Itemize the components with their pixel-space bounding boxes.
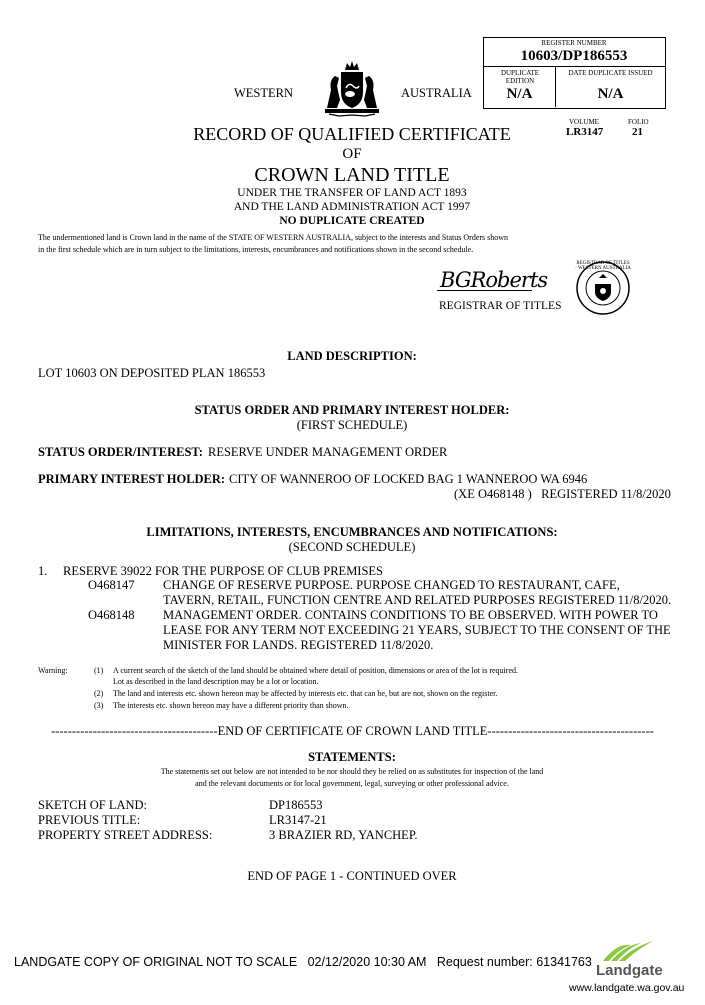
volume-value: LR3147 [566,126,604,138]
status-order-label: STATUS ORDER/INTEREST: [38,445,203,459]
seal-text: REGISTRAR OF TITLES · WESTERN AUSTRALIA [575,261,631,271]
folio-value: 21 [632,126,643,138]
registrar-label: REGISTRAR OF TITLES [439,300,562,312]
primary-holder-value: CITY OF WANNEROO OF LOCKED BAG 1 WANNEROO WA 6946 [229,472,588,486]
footer-copy-text: LANDGATE COPY OF ORIGINAL NOT TO SCALE 02/12/2020 10:30 AM Request number: 61341763 [14,955,592,969]
act-line2: AND THE LAND ADMINISTRATION ACT 1997 [233,201,471,213]
entry-code: O468148 [88,608,135,622]
warning-num: (1) [94,666,104,675]
entry-line: TAVERN, RETAIL, FUNCTION CENTRE AND RELATED PURPOSES REGISTERED 11/8/2020. [163,593,672,607]
state-right: AUSTRALIA [401,86,472,100]
statement-value: LR3147-21 [269,813,327,827]
land-description-text: LOT 10603 ON DEPOSITED PLAN 186553 [38,366,266,380]
statements-line2: and the relevant documents or for local government, legal, surveying or other professional advice. [195,779,509,788]
no-duplicate-notice: NO DUPLICATE CREATED [279,215,425,227]
date-duplicate-label: DATE DUPLICATE ISSUED [568,69,653,77]
entry-line: MANAGEMENT ORDER. CONTAINS CONDITIONS TO BE OBSERVED. WITH POWER TO [163,608,658,622]
landgate-brand: Landgate [596,962,663,979]
statement-label: SKETCH OF LAND: [38,798,148,812]
primary-holder-registered: (XE O468148 ) REGISTERED 11/8/2020 [454,487,671,501]
warning-text: The interests etc. shown hereon may have a different priority than shown. [113,701,349,710]
registrar-signature: BGRoberts [440,268,548,292]
act-line1: UNDER THE TRANSFER OF LAND ACT 1893 [237,187,467,199]
entry-code: O468147 [88,578,135,592]
register-divider [483,66,665,67]
land-description-heading: LAND DESCRIPTION: [287,349,417,363]
entry-line: MINISTER FOR LANDS. REGISTERED 11/8/2020. [163,638,434,652]
second-schedule-heading: LIMITATIONS, INTERESTS, ENCUMBRANCES AND NOTIFICATIONS: [146,525,558,539]
statement-value: DP186553 [269,798,323,812]
coat-of-arms-icon [319,60,385,120]
register-number: 10603/DP186553 [520,48,628,64]
primary-holder-label: PRIMARY INTEREST HOLDER: [38,472,226,486]
warning-num: (3) [94,701,104,710]
statement-label: PREVIOUS TITLE: [38,813,141,827]
volume-label: VOLUME [569,118,599,126]
title-line3: CROWN LAND TITLE [254,164,450,186]
second-schedule-sub: (SECOND SCHEDULE) [288,540,416,554]
duplicate-edition-label: DUPLICATE EDITION [500,69,540,85]
intro-line2: in the first schedule which are in turn subject to the limitations, interests, encumbrances and notifications shown in the second schedule. [38,245,474,254]
landgate-logo-icon [601,937,657,963]
statement-value: 3 BRAZIER RD, YANCHEP. [269,828,418,842]
statements-line1: The statements set out below are not intended to be nor should they be relied on as substitutes for inspection of the land [160,767,544,776]
registrar-seal-icon [575,260,631,316]
end-of-page: END OF PAGE 1 - CONTINUED OVER [247,869,457,883]
landgate-url[interactable]: www.landgate.wa.gov.au [569,982,685,994]
item-number: 1. [38,564,48,578]
warning-text: A current search of the sketch of the land should be obtained where detail of position, dimensions or area of the lot is required. [113,666,518,675]
signature-underline [437,290,532,291]
first-schedule-heading: STATUS ORDER AND PRIMARY INTEREST HOLDER: [194,403,510,417]
status-order-value: RESERVE UNDER MANAGEMENT ORDER [208,445,448,459]
statements-heading: STATEMENTS: [308,750,396,764]
warning-num: (2) [94,689,104,698]
intro-line1: The undermentioned land is Crown land in the name of the STATE OF WESTERN AUSTRALIA, subject to the interests and Status Orders shown [38,233,509,242]
register-number-label: REGISTER NUMBER [541,39,607,47]
item-text: RESERVE 39022 FOR THE PURPOSE OF CLUB PREMISES [63,564,384,578]
warning-label: Warning: [38,666,68,675]
end-of-certificate: ----------------------------------------END OF CERTIFICATE OF CROWN LAND TITLE---------------------------------------- [51,724,654,738]
entry-line: CHANGE OF RESERVE PURPOSE. PURPOSE CHANGED TO RESTAURANT, CAFE, [163,578,620,592]
first-schedule-sub: (FIRST SCHEDULE) [296,418,408,432]
entry-line: LEASE FOR ANY TERM NOT EXCEEDING 21 YEARS, SUBJECT TO THE CONSENT OF THE [163,623,671,637]
title-line2: OF [342,146,362,162]
date-duplicate-value: N/A [597,86,624,102]
warning-text: Lot as described in the land description may be a lot or location. [113,677,319,686]
title-line1: RECORD OF QUALIFIED CERTIFICATE [193,124,511,144]
statement-label: PROPERTY STREET ADDRESS: [38,828,213,842]
warning-text: The land and interests etc. shown hereon may be affected by interests etc. that can be, but are not, shown on the register. [113,689,498,698]
folio-label: FOLIO [628,118,649,126]
duplicate-edition-value: N/A [506,86,533,102]
state-left: WESTERN [234,86,294,100]
